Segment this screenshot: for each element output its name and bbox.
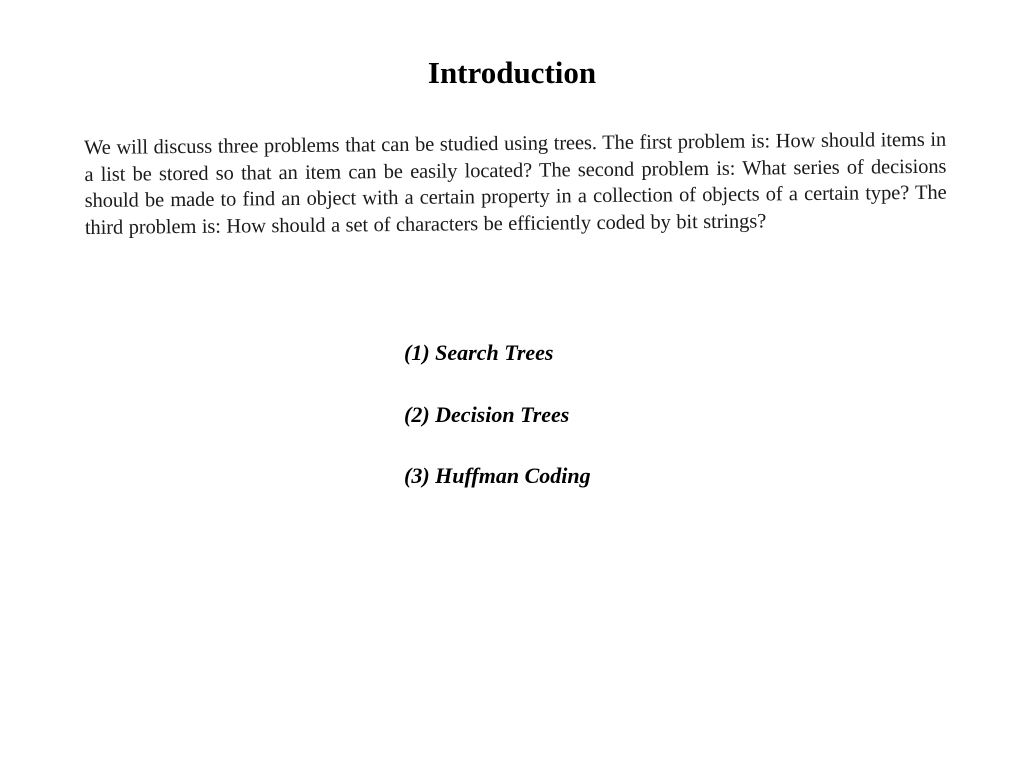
topic-item-decision-trees: (2) Decision Trees [404, 401, 570, 427]
topic-item-huffman-coding: (3) Huffman Coding [404, 463, 591, 488]
topic-item-search-trees: (1) Search Trees [404, 340, 554, 365]
topic-list [404, 338, 591, 523]
intro-paragraph: We will discuss three problems that can be studied using trees. The first problem is: How should items in a list be stored so that an item can be easily located? The second problem is: What series of decisions should be made to find an object with a certain property in a collection of objects of a certain type? The third problem is: How should a set of characters be efficiently coded by bit strings? [84, 128, 947, 238]
slide-title: Introduction [427, 54, 597, 90]
